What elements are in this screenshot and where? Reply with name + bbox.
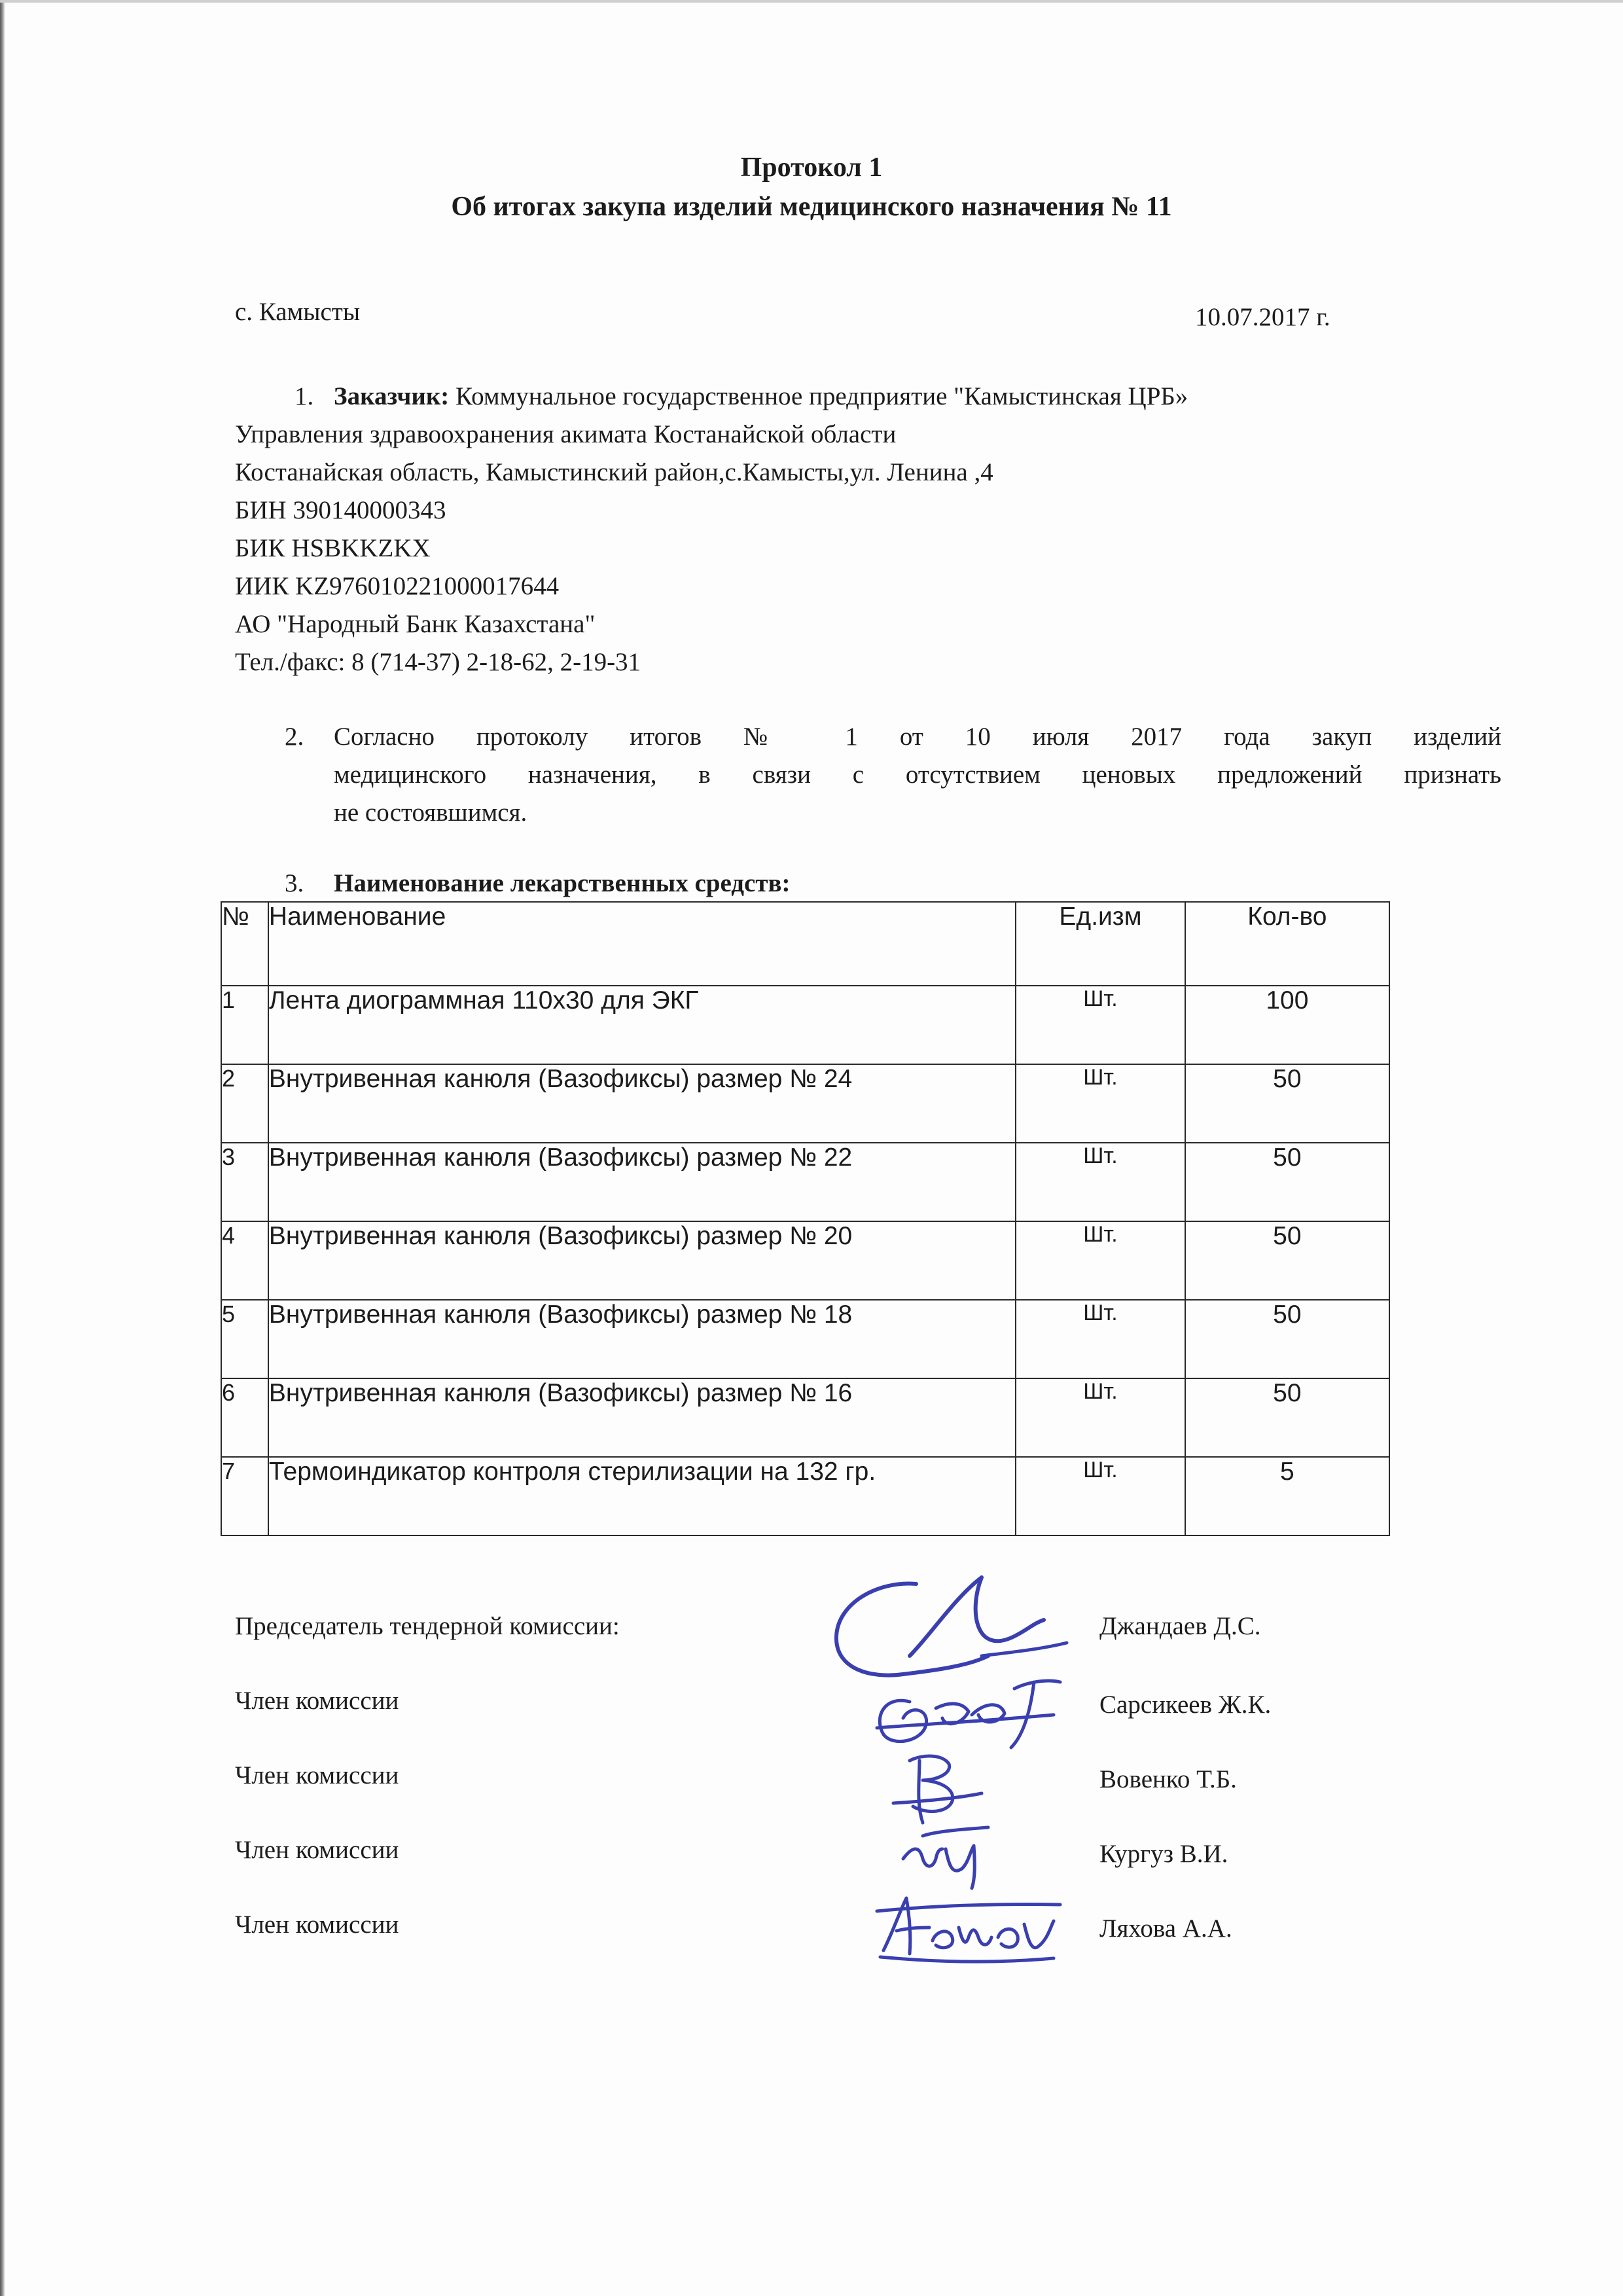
row-unit: Шт.: [1016, 1378, 1185, 1457]
signature-member-mark: [870, 1885, 1067, 1970]
customer-detail-line: Тел./факс: 8 (714-37) 2-18-62, 2-19-31: [235, 648, 641, 676]
row-name: Внутривенная канюля (Вазофиксы) размер № 16: [268, 1378, 1016, 1457]
table-row: [221, 1378, 1389, 1457]
row-unit: Шт.: [1016, 1064, 1185, 1143]
header-number: №: [221, 902, 268, 986]
row-number: 4: [221, 1221, 268, 1300]
table-header-row: [221, 902, 1389, 986]
signature-role-chairman: Председатель тендерной комиссии:: [235, 1612, 620, 1640]
row-unit: Шт.: [1016, 1221, 1185, 1300]
protocol-title: Протокол 1: [740, 152, 883, 183]
customer-name: Коммунальное государственное предприятие "Камыстинская ЦРБ»: [449, 382, 1188, 410]
scan-edge-top: [0, 0, 1623, 3]
row-number: 6: [221, 1378, 268, 1457]
row-quantity: 50: [1185, 1221, 1389, 1300]
header-quantity: Кол-во: [1185, 902, 1389, 986]
items-table: [221, 901, 1390, 1536]
row-number: 2: [221, 1064, 268, 1143]
place: с. Камысты: [235, 298, 361, 326]
signature-role-member: Член комиссии: [235, 1910, 399, 1939]
row-unit: Шт.: [1016, 1300, 1185, 1378]
row-number: 3: [221, 1143, 268, 1221]
row-name: Внутривенная канюля (Вазофиксы) размер № 20: [268, 1221, 1016, 1300]
table-row: [221, 1457, 1389, 1535]
customer-detail-line: АО "Народный Банк Казахстана": [235, 610, 596, 638]
row-name: Внутривенная канюля (Вазофиксы) размер № 18: [268, 1300, 1016, 1378]
row-quantity: 50: [1185, 1143, 1389, 1221]
signature-name-member: Вовенко Т.Б.: [1099, 1765, 1237, 1793]
customer-detail-line: ИИК KZ976010221000017644: [235, 572, 560, 600]
customer-detail-line: Костанайская область, Камыстинский район,с.Камысты,ул. Ленина ,4: [235, 458, 993, 486]
table-row: [221, 1143, 1389, 1221]
customer-detail-line: БИН 390140000343: [235, 496, 446, 524]
signature-member-mark: [864, 1662, 1073, 1754]
row-quantity: 50: [1185, 1300, 1389, 1378]
row-quantity: 100: [1185, 986, 1389, 1064]
table-row: [221, 1221, 1389, 1300]
row-number: 7: [221, 1457, 268, 1535]
row-name: Лента диограммная 110х30 для ЭКГ: [268, 986, 1016, 1064]
signature-name-member: Кургуз В.И.: [1099, 1840, 1228, 1868]
row-number: 1: [221, 986, 268, 1064]
row-name: Термоиндикатор контроля стерилизации на 132 гр.: [268, 1457, 1016, 1535]
row-quantity: 5: [1185, 1457, 1389, 1535]
protocol-subtitle: Об итогах закупа изделий медицинского назначения № 11: [451, 192, 1172, 222]
section2-line: не состоявшимся.: [334, 798, 527, 827]
table-row: [221, 986, 1389, 1064]
section3-number: 3.: [285, 869, 304, 897]
section1-heading: [334, 382, 1188, 411]
row-name: Внутривенная канюля (Вазофиксы) размер № 22: [268, 1143, 1016, 1221]
section1-number: 1.: [294, 382, 314, 410]
signature-member-mark: [883, 1741, 995, 1833]
row-unit: Шт.: [1016, 986, 1185, 1064]
signature-member-mark: [897, 1820, 1001, 1892]
section3-heading: Наименование лекарственных средств:: [334, 869, 791, 897]
row-name: Внутривенная канюля (Вазофиксы) размер № 24: [268, 1064, 1016, 1143]
section2-line: Согласно протоколу итогов № 1 от 10 июля 2017 года закуп изделий: [334, 723, 1501, 751]
row-quantity: 50: [1185, 1378, 1389, 1457]
table-row: [221, 1300, 1389, 1378]
row-unit: Шт.: [1016, 1457, 1185, 1535]
signature-name-chairman: Джандаев Д.С.: [1099, 1612, 1261, 1640]
scan-edge: [0, 0, 5, 2296]
customer-label: Заказчик:: [334, 382, 450, 410]
row-number: 5: [221, 1300, 268, 1378]
section2-number: 2.: [285, 723, 304, 751]
signature-role-member: Член комиссии: [235, 1761, 399, 1789]
table-row: [221, 1064, 1389, 1143]
section2-line: медицинского назначения, в связи с отсутствием ценовых предложений признать: [334, 761, 1501, 789]
date: 10.07.2017 г.: [1195, 303, 1330, 331]
customer-detail-line: Управления здравоохранения акимата Костанайской области: [235, 420, 897, 448]
row-unit: Шт.: [1016, 1143, 1185, 1221]
signature-name-member: Сарсикеев Ж.К.: [1099, 1691, 1272, 1719]
signature-name-member: Ляхова А.А.: [1099, 1914, 1232, 1943]
signature-role-member: Член комиссии: [235, 1687, 399, 1715]
signature-role-member: Член комиссии: [235, 1836, 399, 1864]
header-unit: Ед.изм: [1016, 902, 1185, 986]
row-quantity: 50: [1185, 1064, 1389, 1143]
header-name: Наименование: [268, 902, 1016, 986]
customer-detail-line: БИК HSBKKZKX: [235, 534, 431, 562]
